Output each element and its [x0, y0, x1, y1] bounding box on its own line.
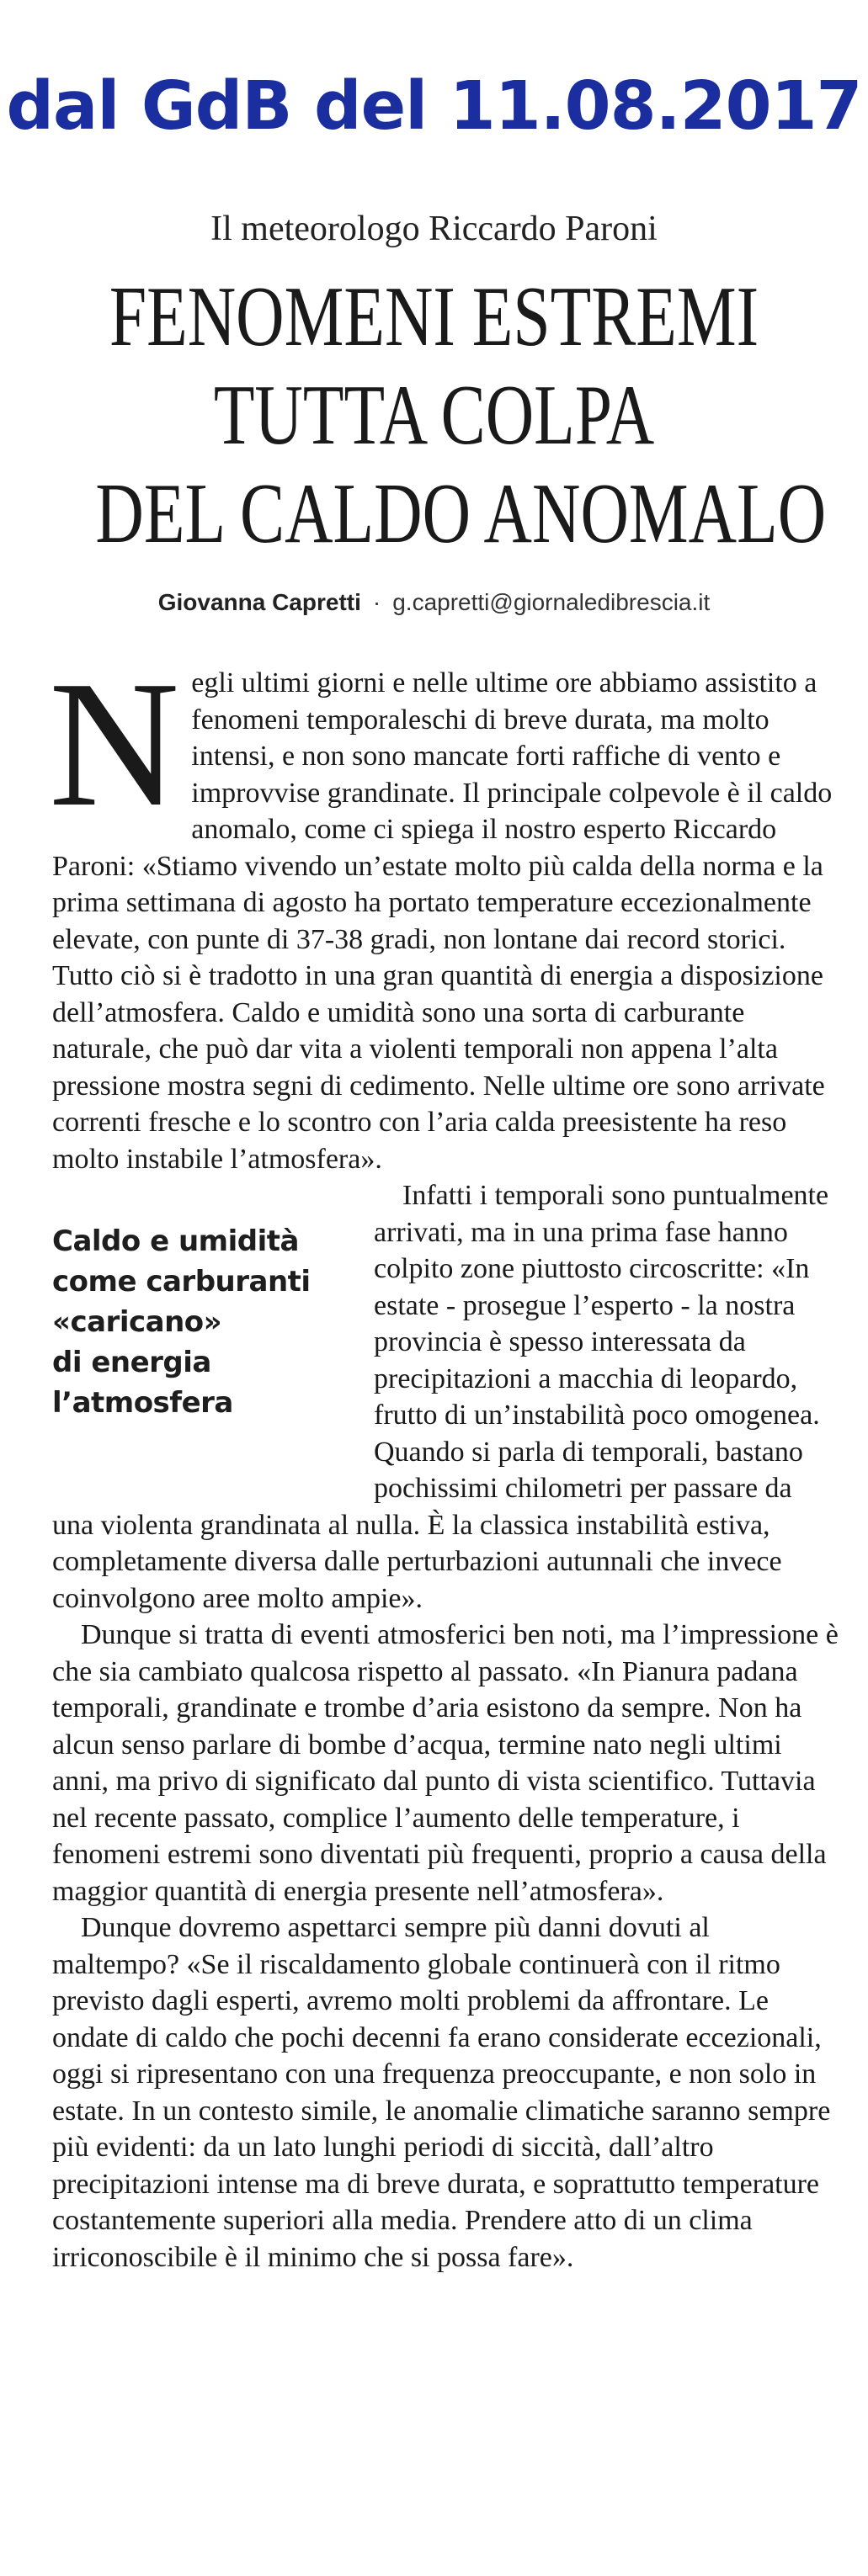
article-body	[49, 643, 839, 2276]
byline-author: Giovanna Capretti	[157, 589, 361, 615]
paragraph-1-text: egli ultimi giorni e nelle ultime ore abbiamo assistito a fenomeni temporaleschi di breve durata, ma molto intensi, e non sono mancate forti raffiche di vento e improvvise grandinate. Il principale colpevole è il caldo anomalo, come ci spiega il nostro esperto Riccardo Paroni: «Stiamo vivendo un’estate molto più calda della norma e la prima settimana di agosto ha portato temperature eccezionalmente elevate, con punte di 37-38 gradi, non lontane dai record storici. Tutto ciò si è tradotto in una gran quantità di energia a disposizione dell’atmosfera. Caldo e umidità sono una sorta di carburante naturale, che può dar vita a violenti temporali non appena l’alta pressione mostra segni di cedimento. Nelle ultime ore sono arrivate correnti fresche e lo scontro con l’aria calda preesistente ha reso molto instabile l’atmosfera».	[52, 667, 833, 1175]
pull-quote-line-4: di energia	[52, 1346, 211, 1379]
pull-quote-text	[52, 1221, 352, 1423]
pull-quote-line-1: Caldo e umidità	[52, 1224, 299, 1258]
drop-cap: N	[49, 643, 180, 844]
article-headline	[95, 268, 827, 563]
headline-line-3: DEL CALDO ANOMALO	[95, 466, 827, 561]
source-date-label: dal GdB del 11.08.2017	[6, 67, 862, 145]
paragraph-3: Dunque si tratta di eventi atmosferici ben noti, ma l’impressione è che sia cambiato qualcosa rispetto al passato. «In Pianura padana temporali, grandinate e trombe d’aria esistono da sempre. Non ha alcun senso parlare di bombe d’acqua, termine nato negli ultimi anni, ma privo di significato dal punto di vista scientifico. Tuttavia nel recente passato, complice l’aumento delle temperature, i fenomeni estremi sono diventati più frequenti, proprio a causa della maggior quantità di energia presente nell’atmosfera».	[52, 1619, 839, 1907]
pull-quote	[52, 1213, 352, 1474]
byline-separator: ·	[372, 589, 381, 615]
article-kicker: Il meteorologo Riccardo Paroni	[210, 210, 658, 248]
headline-line-1: FENOMENI ESTREMI	[109, 269, 759, 364]
byline	[0, 586, 868, 619]
headline-line-2: TUTTA COLPA	[213, 368, 655, 463]
paragraph-2: Infatti i temporali sono puntualmente arrivati, ma in una prima fase hanno colpito zone piuttosto circoscritte: «In estate - prosegue l’esperto - la nostra provincia è spesso interessata da precipitazioni a macchia di leopardo, frutto di un’instabilità poco omogenea. Quando si parla di temporali, bastano pochissimi chilometri per passare da una violenta grandinata al nulla. È la classica instabilità estiva, completamente diversa dalle perturbazioni autunnali che invece coinvolgono aree molto ampie».	[52, 1180, 829, 1614]
byline-email: g.capretti@giornaledibrescia.it	[392, 589, 711, 615]
pull-quote-line-2: come carburanti	[52, 1265, 311, 1299]
pull-quote-line-3: «caricano»	[52, 1305, 222, 1339]
pull-quote-line-5: l’atmosfera	[52, 1386, 233, 1420]
paragraph-4: Dunque dovremo aspettarci sempre più danni dovuti al maltempo? «Se il riscaldamento globale continuerà con il ritmo previsto dagli esperti, avremo molti problemi da affrontare. Le ondate di caldo che pochi decenni fa erano considerate eccezionali, oggi si ripresentano con una frequenza preoccupante, e non solo in estate. In un contesto simile, le anomalie climatiche saranno sempre più evidenti: da un lato lunghi periodi di siccità, dall’altro precipitazioni intense ma di breve durata, e soprattutto temperature costantemente superiori alla media. Prendere atto di un clima irriconoscibile è il minimo che si possa fare».	[52, 1912, 831, 2273]
